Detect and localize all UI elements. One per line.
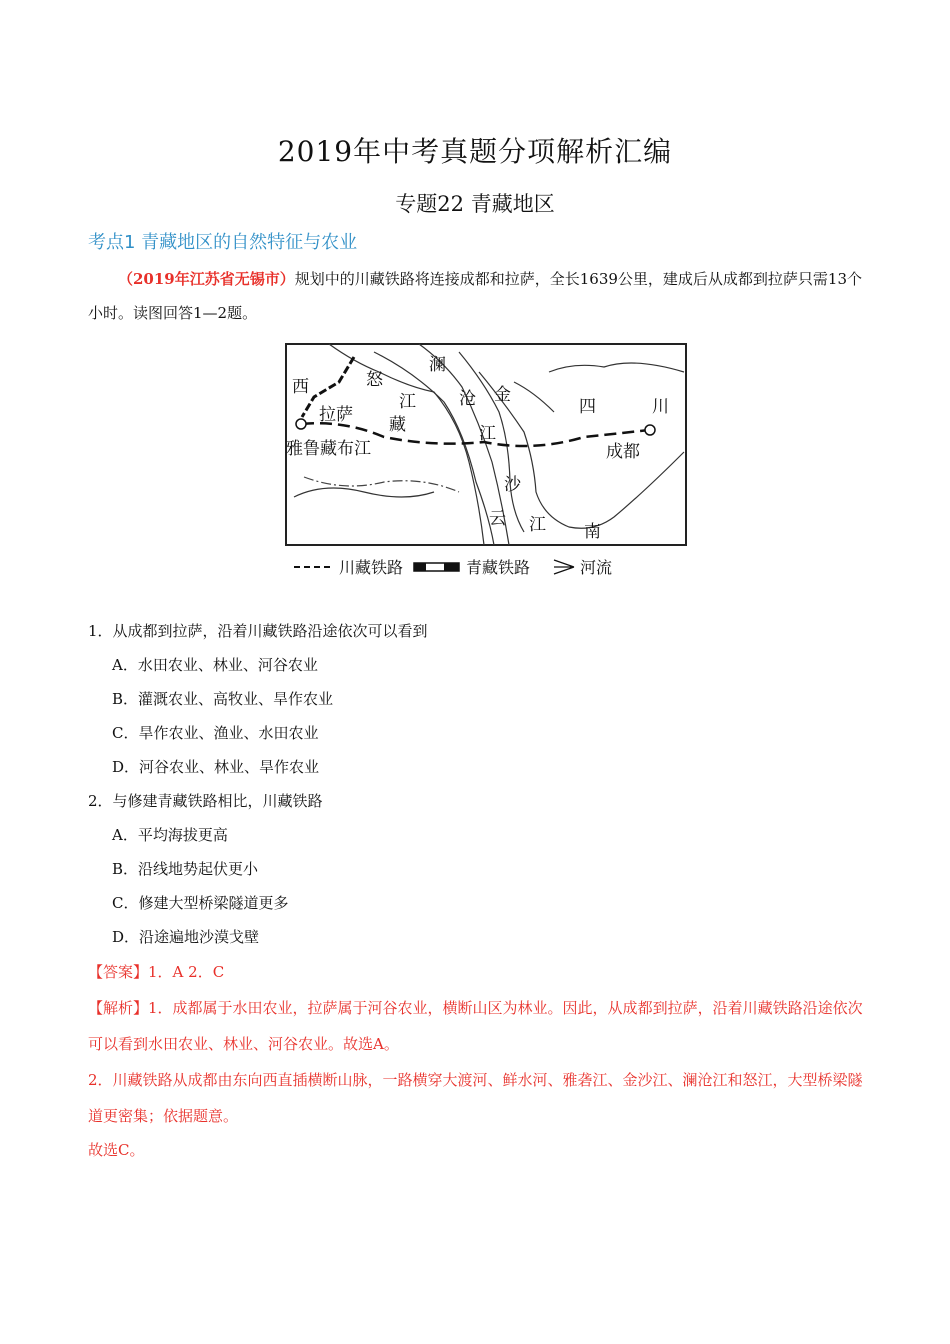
page-subtitle: 专题22 青藏地区	[395, 192, 555, 216]
analysis-paragraph-3: 故选C。	[88, 1141, 145, 1159]
label-jiang-3: 江	[529, 515, 546, 535]
label-nan: 南	[584, 522, 601, 542]
question-2	[88, 790, 323, 811]
answer-tag: 【答案】	[88, 963, 149, 981]
label-sha: 沙	[504, 475, 521, 495]
question-1-stem: 从成都到拉萨，沿着川藏铁路沿途依次可以看到	[112, 622, 428, 640]
question-2-option-a: A．平均海拔更高	[112, 826, 228, 844]
label-jiang-2: 江	[479, 424, 496, 444]
label-chuan: 川	[652, 397, 669, 417]
question-1-option-c: C．旱作农业、渔业、水田农业	[112, 724, 319, 742]
legend-river-label: 河流	[580, 558, 613, 577]
question-2-option-c: C．修建大型桥梁隧道更多	[112, 894, 289, 912]
analysis-tag: 【解析】	[88, 999, 149, 1017]
label-zang: 藏	[389, 415, 406, 435]
label-chengdu: 成都	[606, 442, 640, 462]
question-1-number: 1．	[88, 622, 113, 640]
question-1	[88, 620, 428, 641]
question-2-option-b: B．沿线地势起伏更小	[112, 860, 259, 878]
label-lasa: 拉萨	[319, 405, 353, 425]
answer-line	[88, 961, 224, 982]
label-jin: 金	[494, 385, 511, 405]
section-heading: 考点1 青藏地区的自然特征与农业	[88, 232, 358, 253]
label-lan: 澜	[429, 355, 446, 375]
analysis-text-1: 1．成都属于水田农业，拉萨属于河谷农业，横断山区为林业。因此，从成都到拉萨，沿着川藏铁路沿途依次可以看到水田农业、林业、河谷农业。故选A。	[88, 999, 863, 1053]
label-xi: 西	[292, 377, 309, 397]
question-2-option-d: D．沿途遍地沙漠戈壁	[112, 928, 260, 946]
question-2-stem: 与修建青藏铁路相比，川藏铁路	[112, 792, 323, 810]
legend-river-symbol	[554, 560, 574, 574]
label-si: 四	[579, 397, 596, 417]
label-yun: 云	[489, 509, 506, 529]
analysis-paragraph-2: 2．川藏铁路从成都由东向西直插横断山脉，一路横穿大渡河、鲜水河、雅砻江、金沙江、澜沧江和怒江，大型桥梁隧道更密集；依据题意。	[88, 1071, 863, 1125]
chengdu-marker	[645, 425, 655, 435]
lhasa-marker	[296, 419, 306, 429]
answer-text: 1．A 2．C	[148, 963, 225, 981]
question-1-option-d: D．河谷农业、林业、旱作农业	[112, 758, 320, 776]
railway-map	[284, 342, 694, 582]
legend-chuanzang-label: 川藏铁路	[339, 558, 404, 577]
label-cang: 沧	[459, 389, 476, 409]
analysis-paragraph-1	[88, 990, 863, 1062]
label-nu: 怒	[366, 370, 383, 390]
page-title: 2019年中考真题分项解析汇编	[277, 135, 673, 168]
map-legend	[294, 558, 612, 577]
question-1-option-b: B．灌溉农业、高牧业、旱作农业	[112, 690, 334, 708]
legend-qingzang-label: 青藏铁路	[466, 558, 531, 577]
intro-source: （2019年江苏省无锡市）	[118, 270, 295, 288]
question-1-option-a: A．水田农业、林业、河谷农业	[112, 656, 318, 674]
question-2-number: 2．	[88, 792, 113, 810]
label-yaluzangbujiang: 雅鲁藏布江	[286, 439, 371, 459]
label-jiang-1: 江	[399, 392, 416, 412]
intro-text: 规划中的川藏铁路将连接成都和拉萨，全长1639公里，建成后从成都到拉萨只需13个小时。读图回答1—2题。	[88, 270, 863, 322]
intro-paragraph	[88, 262, 868, 330]
